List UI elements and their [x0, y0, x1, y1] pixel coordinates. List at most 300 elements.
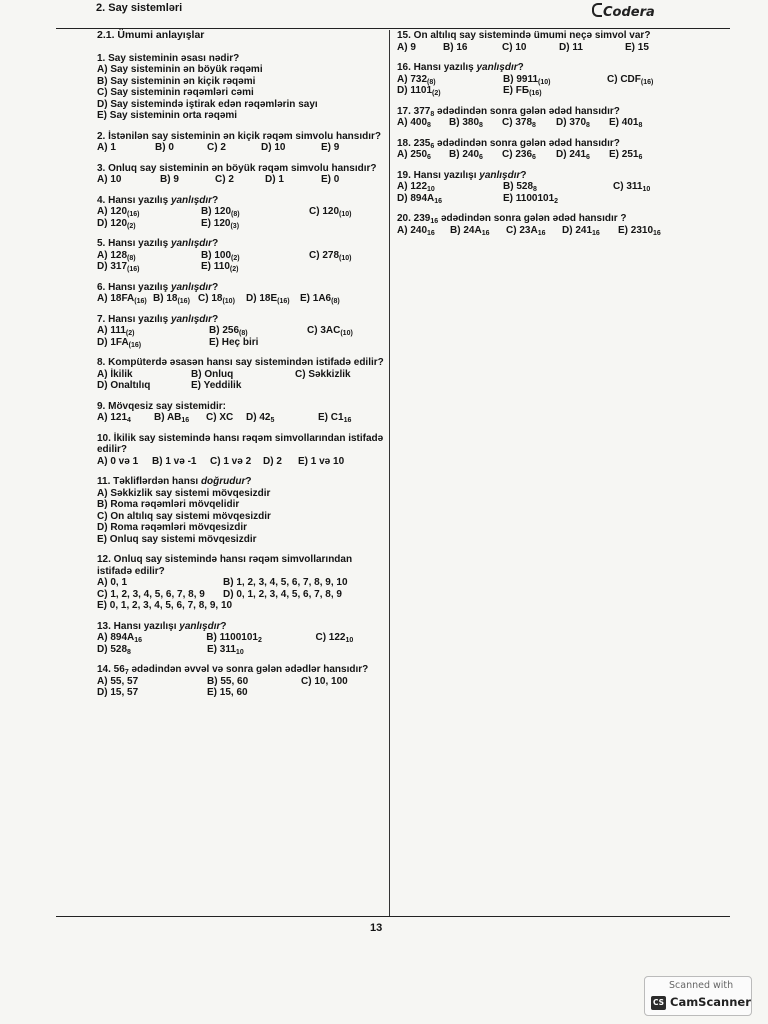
answer-option[interactable] — [97, 632, 206, 644]
base-subscript: 16 — [653, 229, 661, 237]
answer-option[interactable] — [309, 206, 379, 218]
base-subscript: 8 — [127, 648, 131, 656]
question-text — [397, 106, 727, 118]
question-text-part: ? — [212, 194, 219, 206]
question-text-part: 8. Kompüterdə əsasən hansı say sistemindən istifadə edilir? — [97, 357, 384, 368]
question-q5 — [97, 238, 385, 273]
answer-option[interactable] — [207, 142, 261, 154]
answer-option[interactable] — [97, 142, 155, 154]
option-text: C) 3AC — [307, 325, 341, 336]
option-text: A) 400 — [397, 117, 428, 128]
question-text-part: ? — [212, 281, 219, 293]
answer-option[interactable] — [97, 499, 239, 511]
answer-row — [97, 499, 385, 511]
answer-option[interactable] — [397, 42, 443, 54]
question-text-part: ədədindən sonra gələn ədəd hansıdır? — [434, 105, 620, 117]
base-subscript: 16 — [481, 229, 490, 237]
answer-option[interactable] — [559, 42, 625, 54]
question-text-part: 1. Say sisteminin əsası nədir? — [97, 52, 240, 64]
answer-option[interactable] — [502, 149, 556, 161]
answer-option[interactable] — [261, 142, 321, 154]
question-text-part: 13. Hansı yazılışı — [97, 620, 180, 632]
option-text: D) 370 — [556, 117, 587, 128]
answer-option[interactable] — [443, 42, 502, 54]
answer-option[interactable] — [502, 117, 556, 129]
answer-option[interactable] — [609, 117, 649, 129]
base-subscript: 10 — [235, 648, 244, 656]
option-text: E) 0 — [321, 174, 340, 185]
option-text: E) 251 — [609, 149, 639, 160]
answer-option[interactable] — [97, 250, 201, 262]
answer-option[interactable] — [263, 456, 298, 468]
answer-option[interactable] — [265, 174, 321, 186]
option-text: B) 100 — [201, 249, 232, 261]
answer-option[interactable] — [503, 193, 603, 205]
option-text: C) 2 — [215, 174, 234, 185]
answer-row — [97, 76, 385, 88]
option-text: D) 894A — [397, 192, 435, 204]
option-text: D) 317 — [97, 261, 128, 272]
answer-option[interactable] — [449, 117, 502, 129]
question-text — [97, 357, 385, 369]
question-text — [97, 401, 385, 413]
answer-option[interactable] — [201, 261, 301, 273]
base-subscript: (8) — [231, 211, 240, 218]
answer-row — [97, 488, 385, 500]
base-subscript: 8 — [430, 110, 435, 118]
base-subscript: 4 — [127, 417, 131, 424]
option-text: C) 236 — [502, 149, 533, 160]
answer-option[interactable] — [191, 369, 295, 381]
base-subscript: (10) — [339, 254, 352, 262]
answer-row — [97, 337, 385, 349]
answer-option[interactable] — [207, 644, 307, 656]
camscanner-icon: CS — [651, 996, 666, 1010]
base-subscript: (10) — [538, 78, 551, 86]
answer-option[interactable] — [160, 174, 215, 186]
question-text — [97, 282, 385, 294]
base-subscript: 8 — [427, 122, 431, 129]
answer-row — [97, 577, 385, 589]
answer-option[interactable] — [562, 225, 618, 237]
question-q4 — [97, 195, 385, 230]
option-text: D) 15, 57 — [97, 687, 139, 698]
answer-row — [97, 174, 385, 186]
page-number: 13 — [370, 922, 383, 934]
camscanner-watermark — [644, 976, 752, 1016]
option-text: B) 9 — [160, 174, 179, 185]
base-subscript: (10) — [339, 211, 352, 218]
base-subscript: 10 — [345, 637, 354, 644]
answer-option[interactable] — [153, 293, 198, 305]
question-q15 — [397, 30, 727, 53]
question-text — [97, 664, 385, 676]
question-text — [97, 163, 385, 175]
question-text-part: 18. 235 — [397, 137, 431, 149]
question-q7 — [97, 314, 385, 349]
option-text: B) 1, 2, 3, 4, 5, 6, 7, 8, 9, 10 — [223, 577, 348, 588]
question-emphasis: yanlışdır — [479, 169, 521, 181]
answer-option[interactable] — [397, 117, 449, 129]
option-text: E) 401 — [609, 117, 639, 128]
answer-option[interactable] — [556, 149, 609, 161]
question-q10 — [97, 433, 385, 468]
option-text: D) 120 — [97, 217, 128, 229]
question-text-part: ? — [212, 313, 219, 325]
answer-option[interactable] — [506, 225, 562, 237]
answer-option[interactable] — [206, 412, 246, 424]
answer-option[interactable] — [97, 87, 254, 99]
question-text — [397, 138, 727, 150]
option-text: D) Say sistemində iştirak edən rəqəmlərin sayı — [97, 98, 318, 110]
answer-option[interactable] — [97, 99, 318, 111]
answer-option[interactable] — [246, 412, 318, 424]
option-text: B) 18 — [153, 293, 178, 304]
option-text: E) 15, 60 — [207, 687, 248, 698]
answer-option[interactable] — [210, 456, 263, 468]
answer-option[interactable] — [97, 261, 201, 273]
question-text-part: 10. İkilik say sistemində hansı rəqəm simvollarından istifadə edilir? — [97, 432, 384, 455]
option-text: A) 0 və 1 — [97, 455, 139, 467]
option-text: C) 120 — [309, 206, 340, 217]
column-divider — [389, 30, 390, 916]
question-emphasis: yanlışdır — [170, 238, 213, 249]
answer-option[interactable] — [97, 589, 223, 601]
answer-row — [97, 589, 385, 601]
option-text: B) 256 — [209, 325, 240, 336]
answer-option[interactable] — [154, 412, 206, 424]
base-subscript: 8 — [586, 122, 590, 129]
answer-row — [97, 206, 385, 218]
option-text: A) 121 — [97, 412, 128, 423]
answer-option[interactable] — [613, 181, 683, 193]
question-emphasis: yanlışdır — [170, 281, 213, 293]
option-text: D) 11 — [559, 41, 583, 53]
option-text: E) 120 — [201, 217, 231, 229]
answer-option[interactable] — [215, 174, 265, 186]
answer-option[interactable] — [97, 174, 160, 186]
question-text-part: ədədindən sonra gələn ədəd hansıdır? — [434, 137, 620, 149]
option-text: A) 55, 57 — [97, 675, 139, 687]
answer-option[interactable] — [449, 149, 502, 161]
answer-option[interactable] — [315, 632, 385, 644]
option-text: B) 1100101 — [206, 632, 258, 643]
answer-option[interactable] — [298, 456, 348, 468]
answer-option[interactable] — [609, 149, 649, 161]
base-subscript: 16 — [181, 417, 190, 424]
answer-option[interactable] — [97, 337, 209, 349]
answer-option[interactable] — [625, 42, 665, 54]
base-subscript: 6 — [479, 154, 483, 161]
base-subscript: (2) — [127, 222, 136, 230]
answer-option[interactable] — [207, 676, 301, 688]
answer-option[interactable] — [97, 206, 201, 218]
scanner-caption: Scanned with — [669, 980, 734, 991]
answer-option[interactable] — [191, 380, 291, 392]
answer-option[interactable] — [97, 644, 207, 656]
answer-option[interactable] — [397, 74, 503, 86]
base-subscript: 16 — [343, 417, 352, 424]
base-subscript: 5 — [270, 417, 275, 424]
question-q6 — [97, 282, 385, 305]
answer-option[interactable] — [198, 293, 246, 305]
option-text: A) 0, 1 — [97, 577, 128, 588]
answer-option[interactable] — [503, 74, 607, 86]
answer-option[interactable] — [97, 76, 255, 88]
answer-option[interactable] — [503, 85, 603, 97]
answer-option[interactable] — [397, 225, 450, 237]
base-subscript: 2 — [257, 637, 262, 644]
answer-option[interactable] — [223, 589, 373, 601]
answer-row — [97, 600, 385, 612]
question-emphasis: yanlışdır — [179, 620, 221, 632]
option-text: A) 1 — [97, 142, 116, 153]
answer-option[interactable] — [502, 42, 559, 54]
option-text: B) 240 — [449, 149, 480, 160]
base-subscript: 16 — [592, 229, 600, 237]
answer-option[interactable] — [97, 488, 270, 500]
option-text: B) AB — [154, 412, 182, 423]
answer-option[interactable] — [397, 85, 503, 97]
publisher-logo — [592, 3, 655, 20]
answer-option[interactable] — [97, 456, 152, 468]
option-text: C) 378 — [502, 117, 533, 128]
base-subscript: 6 — [586, 154, 590, 161]
option-text: D) 42 — [246, 412, 271, 423]
question-q16 — [397, 62, 727, 97]
question-text-part: 19. Hansı yazılışı — [397, 169, 480, 181]
option-text: A) Say sisteminin ən böyük rəqəmi — [97, 64, 263, 75]
answer-option[interactable] — [450, 225, 506, 237]
base-subscript: (16) — [127, 211, 140, 218]
answer-option[interactable] — [97, 511, 271, 523]
option-text: A) Səkkizlik say sistemi mövqesizdir — [97, 487, 271, 499]
answer-row — [97, 676, 385, 688]
answer-row — [97, 522, 385, 534]
question-text-part: ? — [517, 62, 524, 73]
option-text: D) Roma rəqəmləri mövqesizdir — [97, 522, 248, 533]
option-text: C) 10, 100 — [301, 675, 348, 687]
option-text: D) 10 — [261, 142, 286, 153]
answer-option[interactable] — [397, 181, 503, 193]
answer-row — [97, 644, 385, 656]
answer-option[interactable] — [97, 412, 154, 424]
base-subscript: (8) — [239, 330, 248, 337]
question-emphasis: yanlışdır — [170, 313, 213, 325]
answer-row — [397, 193, 727, 205]
base-subscript: 6 — [532, 154, 536, 161]
question-q17 — [397, 106, 727, 129]
answer-option[interactable] — [97, 64, 263, 76]
answer-row — [97, 534, 385, 546]
option-text: C) 2 — [207, 142, 226, 153]
answer-option[interactable] — [97, 577, 223, 589]
answer-option[interactable] — [97, 110, 237, 122]
option-text: A) 111 — [97, 325, 126, 336]
answer-option[interactable] — [97, 325, 209, 337]
option-text: A) 10 — [97, 174, 122, 185]
option-text: A) 120 — [97, 206, 128, 217]
option-text: C) 1 və 2 — [210, 455, 252, 467]
answer-option[interactable] — [397, 193, 503, 205]
option-text: B) 120 — [201, 206, 232, 217]
base-subscript: 8 — [638, 122, 643, 129]
question-text — [97, 195, 385, 207]
answer-option[interactable] — [556, 117, 609, 129]
answer-option[interactable] — [97, 534, 257, 546]
answer-option[interactable] — [97, 218, 201, 230]
section-title: 2.1. Ümumi anlayışlar — [97, 29, 205, 41]
answer-row — [97, 261, 385, 273]
answer-option[interactable] — [307, 325, 377, 337]
option-text: A) 122 — [397, 181, 428, 192]
option-text: E) 110 — [201, 261, 230, 272]
base-subscript: (16) — [277, 298, 290, 305]
answer-option[interactable] — [155, 142, 207, 154]
base-subscript: (16) — [134, 298, 147, 305]
answer-option[interactable] — [201, 250, 309, 262]
question-text-part: 16. Hansı yazılış — [397, 62, 477, 73]
base-subscript: 6 — [430, 142, 435, 150]
answer-row — [97, 250, 385, 262]
answer-option[interactable] — [97, 600, 297, 612]
question-text-part: 17. 377 — [397, 105, 431, 117]
answer-option[interactable] — [152, 456, 210, 468]
base-subscript: (16) — [128, 341, 142, 349]
answer-option[interactable] — [397, 149, 449, 161]
option-text: A) 128 — [97, 249, 128, 261]
option-text: C) 10 — [502, 41, 527, 53]
answer-option[interactable] — [201, 206, 309, 218]
question-text-part: 20. 239 — [397, 213, 431, 224]
answer-row — [397, 149, 727, 161]
question-text-part: 2. İstənilən say sisteminin ən kiçik rəqəm simvolu hansıdır? — [97, 130, 381, 142]
answer-row — [97, 293, 385, 305]
question-text — [97, 554, 385, 577]
answer-option[interactable] — [97, 380, 191, 392]
base-subscript: 10 — [642, 186, 651, 193]
option-text: C) 23A — [506, 224, 538, 236]
base-subscript: (8) — [331, 298, 340, 305]
option-text: E) C1 — [318, 412, 344, 423]
option-text: B) 24A — [450, 224, 482, 236]
option-text: C) 278 — [309, 249, 340, 261]
question-text-part: 6. Hansı yazılış — [97, 281, 171, 293]
option-text: C) Səkkizlik — [295, 368, 351, 380]
base-subscript: (2) — [125, 330, 135, 337]
question-q19 — [397, 170, 727, 205]
question-q8 — [97, 357, 385, 392]
question-q9 — [97, 401, 385, 424]
option-text: C) XC — [206, 412, 234, 423]
base-subscript: 8 — [533, 186, 537, 193]
option-text: B) Onluq — [191, 368, 234, 380]
answer-row — [97, 99, 385, 111]
question-text-part: 5. Hansı yazılış — [97, 238, 171, 249]
question-q2 — [97, 131, 385, 154]
option-text: D) 1FA — [97, 336, 129, 348]
answer-option[interactable] — [309, 250, 379, 262]
base-subscript: 7 — [124, 669, 129, 676]
answer-option[interactable] — [607, 74, 677, 86]
base-subscript: 8 — [532, 122, 536, 129]
base-subscript: 16 — [430, 218, 439, 225]
answer-option[interactable] — [209, 325, 307, 337]
question-text — [97, 433, 385, 456]
question-text-part: 14. 56 — [97, 664, 125, 675]
answer-option[interactable] — [301, 676, 381, 688]
question-text — [397, 170, 727, 182]
answer-row — [97, 456, 385, 468]
answer-option[interactable] — [206, 632, 315, 644]
answer-option[interactable] — [201, 218, 301, 230]
answer-row — [97, 218, 385, 230]
answer-option[interactable] — [97, 522, 247, 534]
question-text-part: ? — [212, 238, 219, 249]
answer-option[interactable] — [97, 369, 191, 381]
answer-option[interactable] — [97, 676, 207, 688]
option-text: B) 16 — [443, 41, 468, 53]
question-text-part: 4. Hansı yazılış — [97, 194, 171, 206]
footer-rule — [56, 916, 730, 917]
answer-row — [97, 142, 385, 154]
answer-option[interactable] — [223, 577, 373, 589]
base-subscript: 10 — [427, 186, 435, 193]
answer-option[interactable] — [321, 174, 361, 186]
right-column — [397, 30, 727, 245]
option-text: D) 241 — [556, 149, 587, 160]
option-text: D) 18E — [246, 293, 278, 304]
answer-option[interactable] — [97, 687, 207, 699]
question-text — [397, 213, 727, 225]
answer-row — [97, 369, 385, 381]
answer-row — [97, 380, 385, 392]
answer-row — [97, 87, 385, 99]
question-text — [97, 476, 385, 488]
question-emphasis: yanlışdır — [170, 194, 213, 206]
question-text — [97, 238, 385, 250]
option-text: E) Heç biri — [209, 336, 259, 348]
answer-option[interactable] — [97, 293, 153, 305]
option-text: A) 732 — [397, 73, 428, 85]
answer-option[interactable] — [207, 687, 307, 699]
option-text: C) 1, 2, 3, 4, 5, 6, 7, 8, 9 — [97, 588, 205, 600]
option-text: D) 528 — [97, 643, 128, 655]
option-text: E) Onluq say sistemi mövqesizdir — [97, 533, 257, 545]
answer-option[interactable] — [321, 142, 361, 154]
answer-option[interactable] — [295, 369, 375, 381]
base-subscript: (16) — [127, 266, 140, 273]
base-subscript: 16 — [537, 229, 546, 237]
answer-option[interactable] — [246, 293, 300, 305]
answer-option[interactable] — [318, 412, 358, 424]
option-text: D) 1 — [265, 174, 284, 185]
base-subscript: (16) — [640, 78, 654, 86]
base-subscript: (3) — [230, 222, 240, 230]
answer-option[interactable] — [503, 181, 613, 193]
base-subscript: (2) — [229, 266, 239, 273]
option-text: C) 122 — [315, 632, 346, 643]
option-text: D) 2 — [263, 455, 282, 467]
answer-option[interactable] — [300, 293, 340, 305]
question-q14 — [97, 664, 385, 699]
question-text-part: 15. On altılıq say sistemində ümumi neçə simvol var? — [397, 30, 651, 41]
option-text: E) 1 və 10 — [298, 455, 345, 467]
base-subscript: 16 — [434, 197, 443, 205]
answer-option[interactable] — [618, 225, 668, 237]
option-text: D) 0, 1, 2, 3, 4, 5, 6, 7, 8, 9 — [223, 588, 342, 600]
answer-option[interactable] — [209, 337, 309, 349]
